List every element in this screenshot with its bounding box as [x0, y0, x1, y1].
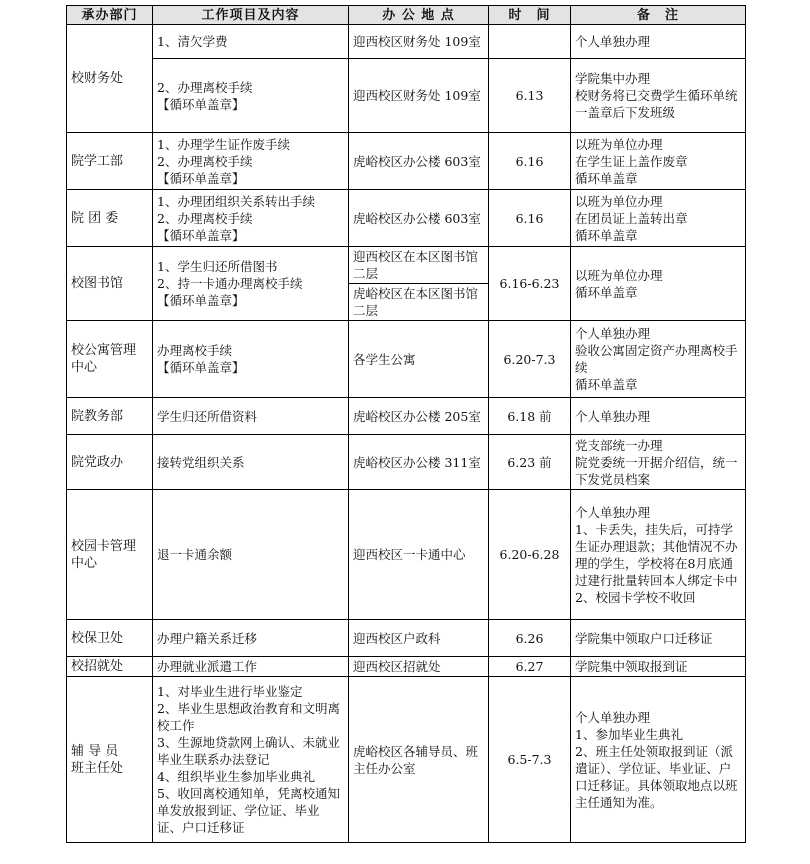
location-cell: 虎峪校区办公楼 205室	[349, 398, 489, 435]
time-cell: 6.26	[489, 620, 571, 657]
note-cell: 学院集中领取报到证	[571, 657, 746, 677]
dept-cell: 校公寓管理中心	[67, 321, 153, 398]
dept-cell: 校保卫处	[67, 620, 153, 657]
table-row	[67, 25, 746, 59]
header-department: 承办部门	[67, 6, 153, 25]
items-cell: 1、办理团组织关系转出手续 2、办理离校手续 【循环单盖章】	[153, 190, 349, 247]
header-time: 时 间	[489, 6, 571, 25]
location-cell: 虎峪校区办公楼 311室	[349, 435, 489, 490]
header-location: 办 公 地 点	[349, 6, 489, 25]
dept-cell: 校园卡管理中心	[67, 490, 153, 620]
graduation-procedure-table	[66, 5, 746, 843]
time-cell: 6.20-7.3	[489, 321, 571, 398]
location-cell: 虎峪校区办公楼 603室	[349, 133, 489, 190]
note-cell: 以班为单位办理 在团员证上盖转出章 循环单盖章	[571, 190, 746, 247]
dept-cell: 校图书馆	[67, 247, 153, 321]
time-cell	[489, 25, 571, 59]
location-cell: 迎西校区招就处	[349, 657, 489, 677]
time-cell: 6.23 前	[489, 435, 571, 490]
time-cell: 6.16	[489, 190, 571, 247]
time-cell: 6.20-6.28	[489, 490, 571, 620]
header-row	[67, 6, 746, 25]
header-items: 工作项目及内容	[153, 6, 349, 25]
items-cell: 退一卡通余额	[153, 490, 349, 620]
location-cell: 迎西校区财务处 109室	[349, 59, 489, 133]
location-cell: 虎峪校区在本区图书馆二层	[349, 284, 489, 321]
table-row	[67, 677, 746, 843]
items-cell: 2、办理离校手续 【循环单盖章】	[153, 59, 349, 133]
table-row	[67, 247, 746, 284]
time-cell: 6.16-6.23	[489, 247, 571, 321]
note-cell: 学院集中办理 校财务将已交费学生循环单统一盖章后下发班级	[571, 59, 746, 133]
location-cell: 迎西校区在本区图书馆二层	[349, 247, 489, 284]
note-cell: 以班为单位办理 循环单盖章	[571, 247, 746, 321]
time-cell: 6.16	[489, 133, 571, 190]
dept-cell: 辅 导 员 班主任处	[67, 677, 153, 843]
note-cell: 个人单独办理 验收公寓固定资产办理离校手续 循环单盖章	[571, 321, 746, 398]
table-row	[67, 321, 746, 398]
location-cell: 虎峪校区各辅导员、班主任办公室	[349, 677, 489, 843]
table-row	[67, 59, 746, 133]
items-cell: 办理就业派遣工作	[153, 657, 349, 677]
items-cell: 学生归还所借资料	[153, 398, 349, 435]
time-cell: 6.13	[489, 59, 571, 133]
dept-cell: 校财务处	[67, 25, 153, 133]
dept-cell: 院教务部	[67, 398, 153, 435]
location-cell: 迎西校区户政科	[349, 620, 489, 657]
items-cell: 1、办理学生证作废手续 2、办理离校手续 【循环单盖章】	[153, 133, 349, 190]
items-cell: 办理户籍关系迁移	[153, 620, 349, 657]
table-row	[67, 620, 746, 657]
items-cell: 1、对毕业生进行毕业鉴定 2、毕业生思想政治教育和文明离校工作 3、生源地贷款网上确认、未就业毕业生联系办法登记 4、组织毕业生参加毕业典礼 5、收回离校通知单，凭离校通知单发放报到证、学位证、毕业证、户口迁移证	[153, 677, 349, 843]
table-row	[67, 435, 746, 490]
note-cell: 个人单独办理	[571, 25, 746, 59]
note-cell: 个人单独办理 1、卡丢失，挂失后，可持学生证办理退款；其他情况不办理的学生，学校将在8月底通过建行批量转回本人绑定卡中 2、校园卡学校不收回	[571, 490, 746, 620]
table-row	[67, 657, 746, 677]
dept-cell: 院学工部	[67, 133, 153, 190]
header-note: 备 注	[571, 6, 746, 25]
table-row	[67, 490, 746, 620]
note-cell: 党支部统一办理 院党委统一开据介绍信，统一下发党员档案	[571, 435, 746, 490]
items-cell: 办理离校手续 【循环单盖章】	[153, 321, 349, 398]
time-cell: 6.18 前	[489, 398, 571, 435]
dept-cell: 院 团 委	[67, 190, 153, 247]
time-cell: 6.27	[489, 657, 571, 677]
location-cell: 迎西校区一卡通中心	[349, 490, 489, 620]
table-row	[67, 190, 746, 247]
note-cell: 个人单独办理	[571, 398, 746, 435]
dept-cell: 院党政办	[67, 435, 153, 490]
note-cell: 以班为单位办理 在学生证上盖作废章 循环单盖章	[571, 133, 746, 190]
items-cell: 接转党组织关系	[153, 435, 349, 490]
note-cell: 学院集中领取户口迁移证	[571, 620, 746, 657]
location-cell: 迎西校区财务处 109室	[349, 25, 489, 59]
location-cell: 虎峪校区办公楼 603室	[349, 190, 489, 247]
items-cell: 1、学生归还所借图书 2、持一卡通办理离校手续 【循环单盖章】	[153, 247, 349, 321]
time-cell: 6.5-7.3	[489, 677, 571, 843]
location-cell: 各学生公寓	[349, 321, 489, 398]
items-cell: 1、清欠学费	[153, 25, 349, 59]
note-cell: 个人单独办理 1、参加毕业生典礼 2、班主任处领取报到证（派遣证）、学位证、毕业证、户口迁移证。具体领取地点以班主任通知为准。	[571, 677, 746, 843]
dept-cell: 校招就处	[67, 657, 153, 677]
table-row	[67, 133, 746, 190]
table-row	[67, 398, 746, 435]
